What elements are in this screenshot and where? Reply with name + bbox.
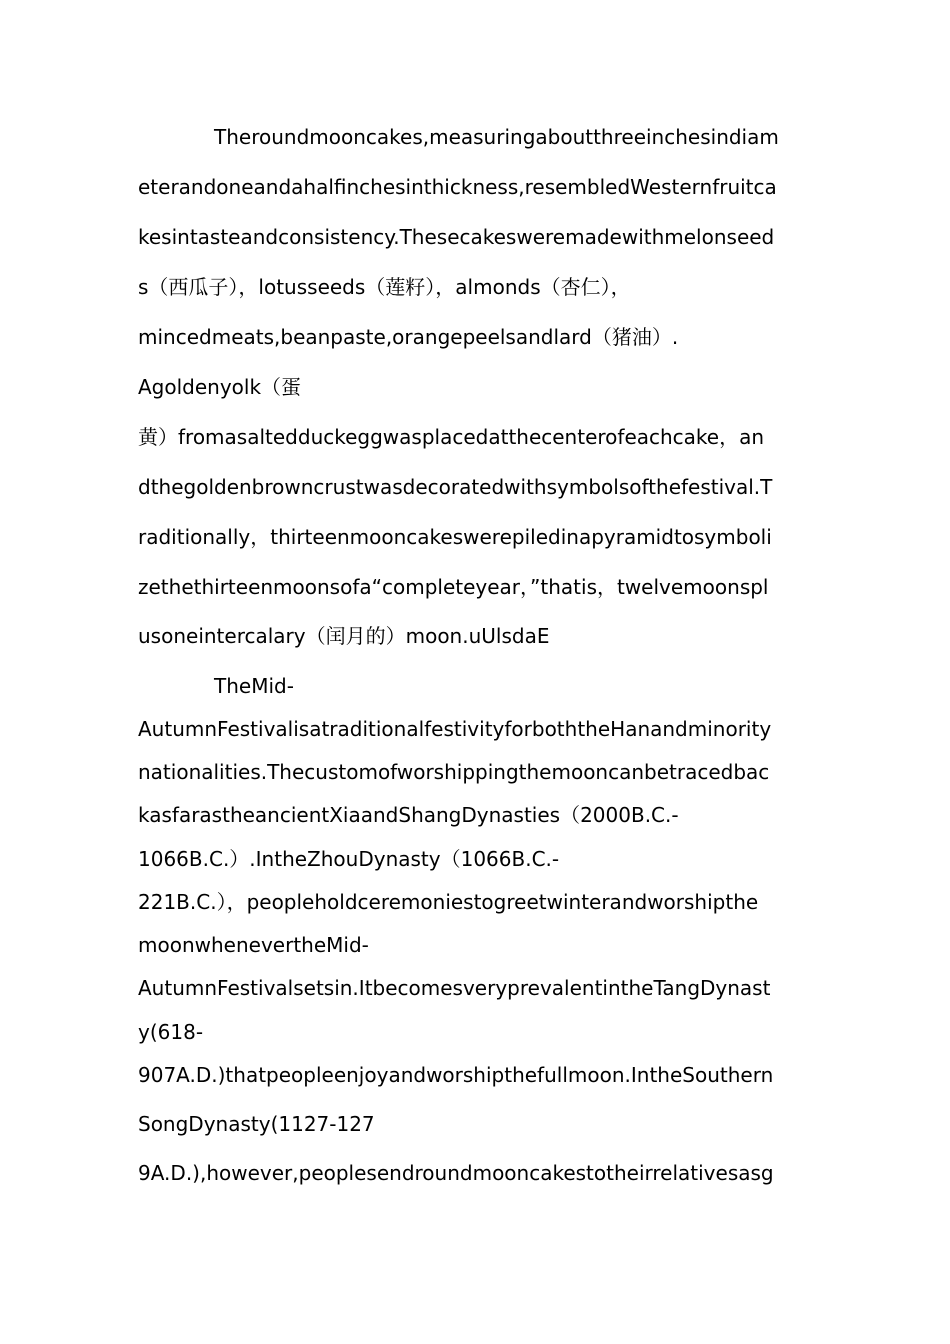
text-line: Agoldenyolk（蛋: [138, 375, 302, 399]
text-line: 221B.C.），peopleholdceremoniestogreetwinterandworshipthe: [138, 890, 759, 914]
text-line: 9A.D.),however,peoplesendroundmooncakestotheirrelativesasg: [138, 1161, 774, 1185]
text-line: 黄）fromasaltedduckeggwasplacedatthecenterofeachcake，an: [138, 425, 765, 449]
text-line: SongDynasty(1127-127: [138, 1112, 375, 1136]
text-line: kesintasteandconsistency.Thesecakesweremadewithmelonseed: [138, 225, 775, 249]
text-line: 907A.D.)thatpeopleenjoyandworshipthefullmoon.IntheSouthern: [138, 1063, 774, 1087]
text-line: nationalities.Thecustomofworshippingthemooncanbetracedbac: [138, 760, 770, 784]
text-line: moonwhenevertheMid-: [138, 933, 369, 957]
text-line: Theroundmooncakes,measuringaboutthreeinchesindiam: [214, 125, 779, 149]
text-line: TheMid-: [214, 674, 294, 698]
text-line: AutumnFestivalisatraditionalfestivityforboththeHanandminority: [138, 717, 772, 741]
text-line: eterandoneandahalfinchesinthickness,resembledWesternfruitca: [138, 175, 777, 199]
text-line: AutumnFestivalsetsin.ItbecomesveryprevalentintheTangDynast: [138, 976, 771, 1000]
text-line: dthegoldenbrowncrustwasdecoratedwithsymbolsofthefestival.T: [138, 475, 773, 499]
text-line: 1066B.C.）.IntheZhouDynasty（1066B.C.-: [138, 847, 560, 871]
text-line: kasfarastheancientXiaandShangDynasties（2000B.C.-: [138, 803, 679, 827]
text-line: raditionally，thirteenmooncakeswerepiledinapyramidtosymboli: [138, 525, 772, 549]
text-line: y(618-: [138, 1020, 204, 1044]
text-line: usoneintercalary（闰月的）moon.uUlsdaE: [138, 624, 550, 648]
text-line: zethethirteenmoonsofa“completeyear，”thatis，twelvemoonspl: [138, 575, 769, 599]
text-line: s（西瓜子），lotusseeds（莲籽），almonds（杏仁），: [138, 275, 631, 299]
text-line: mincedmeats,beanpaste,orangepeelsandlard（猪油）.: [138, 325, 679, 349]
